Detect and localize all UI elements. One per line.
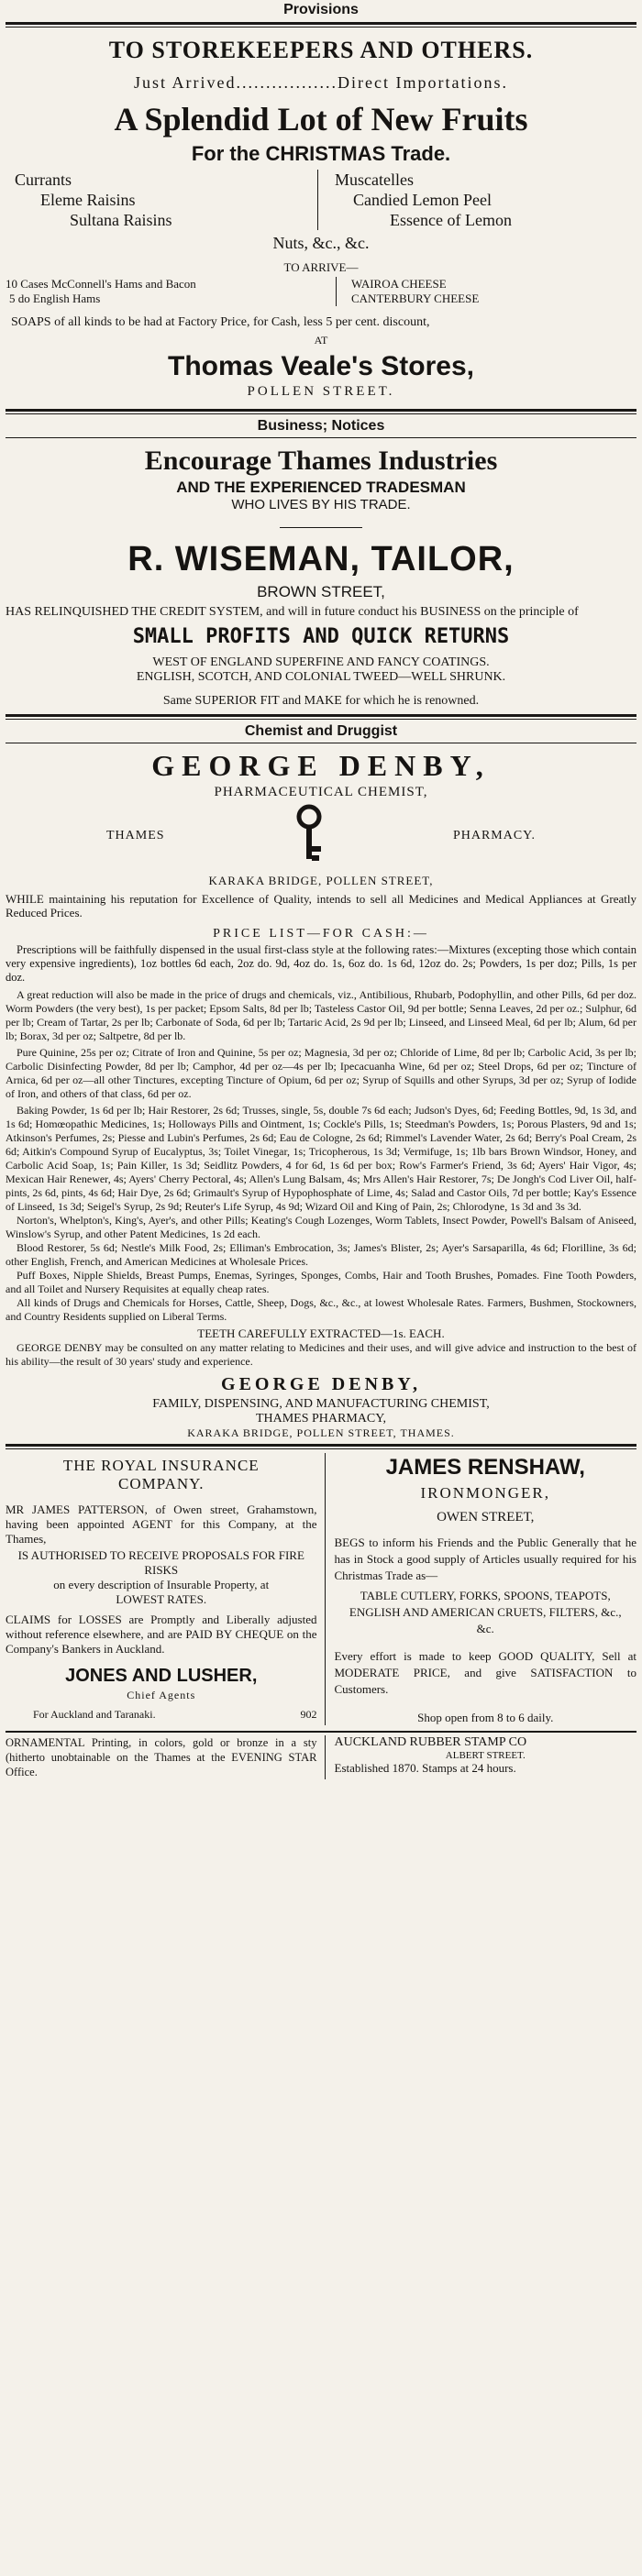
business-section: [6, 418, 636, 709]
teeth-line: TEETH CAREFULLY EXTRACTED—1s. EACH.: [197, 1327, 445, 1340]
thames-label: THAMES: [106, 829, 165, 842]
insurance-body: MR JAMES PATTERSON, of Owen street, Grahamstown, having been appointed AGENT for this Company, at the Thames,: [6, 1503, 317, 1546]
section-heading-chemist: Chemist and Druggist: [244, 723, 398, 739]
price-paragraph: All kinds of Drugs and Chemicals for Horses, Cattle, Sheep, Dogs, &c., &c., at lowest Wholesale Rates. Farmers, Bushmen, Stockowners, and Country Residents supplied on Liberal Terms.: [6, 1296, 636, 1323]
same-fit-line: Same SUPERIOR FIT and MAKE for which he is renowned.: [162, 694, 480, 708]
renshaw-quality: Every effort is made to keep GOOD QUALITY, Sell at MODERATE PRICE, and give SATISFACTION to Customers.: [334, 1649, 636, 1696]
at-line: AT: [314, 334, 328, 347]
renshaw-trade: IRONMONGER,: [420, 1484, 550, 1502]
list-item: Sultana Raisins: [70, 211, 172, 229]
chemist-thames-line: THAMES PHARMACY,: [255, 1412, 387, 1426]
two-column-ads: [6, 1453, 636, 1725]
renshaw-ad: [326, 1453, 637, 1725]
renshaw-items: TABLE CUTLERY, FORKS, SPOONS, TEAPOTS, ENGLISH AND AMERICAN CRUETS, FILTERS, &c., &c.: [349, 1589, 622, 1635]
insurance-proposals: IS AUTHORISED TO RECEIVE PROPOSALS FOR FIRE RISKS: [17, 1548, 304, 1577]
nuts-line: Nuts, &c., &c.: [272, 234, 370, 252]
insurance-ad: [6, 1453, 326, 1725]
list-item: Essence of Lemon: [390, 211, 512, 229]
printing-text: ORNAMENTAL Printing, in colors, gold or bronze in a sty (hitherto unobtainable on the Thames at the EVENING STAR Office.: [6, 1736, 317, 1778]
ad-subline: AND THE EXPERIENCED TRADESMAN: [176, 479, 466, 496]
divider: [6, 437, 636, 438]
price-paragraph: Blood Restorer, 5s 6d; Nestle's Milk Food, 2s; Elliman's Embrocation, 3s; James's Blister, 2s; Ayer's Sarsaparilla, 4s 6d; Florilline, 3s 6d; other English, French, and American Medicines at Wholesale Prices.: [6, 1241, 636, 1268]
stamp-street: ALBERT STREET.: [445, 1750, 526, 1761]
chemist-intro: WHILE maintaining his reputation for Excellence of Quality, intends to sell all Medicines and Medical Appliances at Greatly Reduced Prices.: [6, 892, 636, 919]
ad-subline: WHO LIVES BY HIS TRADE.: [231, 497, 411, 512]
list-item: Currants: [15, 171, 72, 189]
footer-ads: [6, 1735, 636, 1779]
provisions-section: [6, 2, 636, 400]
chemist-family-line: FAMILY, DISPENSING, AND MANUFACTURING CHEMIST,: [152, 1397, 490, 1411]
pharmacy-label: PHARMACY.: [452, 829, 536, 842]
renshaw-name: JAMES RENSHAW,: [385, 1455, 585, 1480]
divider: [6, 22, 636, 28]
divider: [6, 1444, 636, 1449]
ad-headline: Encourage Thames Industries: [144, 446, 498, 476]
list-item: 5 do English Hams: [9, 292, 101, 305]
list-item: Candied Lemon Peel: [353, 191, 492, 209]
chemist-address-footer: KARAKA BRIDGE, POLLEN STREET, THAMES.: [187, 1426, 455, 1439]
to-arrive: TO ARRIVE—: [283, 260, 359, 274]
insurance-property: on every description of Insurable Property, at: [53, 1578, 270, 1591]
list-item: WAIROA CHEESE: [351, 277, 447, 291]
soaps-line: SOAPS of all kinds to be had at Factory Price, for Cash, less 5 per cent. discount,: [11, 315, 430, 329]
agents-name: JONES AND LUSHER,: [65, 1666, 258, 1686]
stamp-established: Established 1870. Stamps at 24 hours.: [334, 1761, 516, 1775]
store-name: Thomas Veale's Stores,: [168, 351, 474, 381]
agents-region: For Auckland and Taranaki.: [33, 1708, 156, 1721]
chemist-name-footer: GEORGE DENBY,: [221, 1374, 421, 1394]
agents-chief: Chief Agents: [127, 1689, 196, 1701]
price-paragraph: Norton's, Whelpton's, King's, Ayer's, and other Pills; Keating's Cough Lozenges, Worm Tablets, Insect Powder, Powell's Balsam of Aniseed, Winslow's Syrup, and other Patent Medicines, 1s 2d each.: [6, 1214, 636, 1240]
arrive-list: [6, 277, 636, 306]
chemist-title: PHARMACEUTICAL CHEMIST,: [214, 785, 428, 799]
list-item: CANTERBURY CHEESE: [351, 292, 480, 305]
key-icon: [282, 804, 337, 868]
tailor-name: R. WISEMAN, TAILOR,: [127, 540, 515, 578]
price-paragraph: A great reduction will also be made in the price of drugs and chemicals, viz., Antibilious, Rhubarb, Podophyllin, and other Pills, 6d per doz. Worm Powders (the very best), 1s per packet; Epsom Salts, 8d per lb; Tasteless Castor Oil, 9d per bottle; Senna Leaves, 2d per oz.; Sulphur, 6d per lb; Cream of Tartar, 2s per lb; Carbonate of Soda, 6d per lb; Tartaric Acid, 2s 9d per lb; Linseed, and Linseed Meal, 6d per lb; Alum, 6d per lb; Borax, 3d per oz; Saltpetre, 8d per lb.: [6, 988, 636, 1042]
divider: [280, 527, 362, 528]
price-paragraph: Prescriptions will be faithfully dispensed in the usual first-class style at the following rates:—Mixtures (excepting those which contain very expensive ingredients), 1oz bottles 6d each, 2oz do. 9d, 4oz do. 1s, 6oz do. 1s 6d, 12oz do. 2s; Powders, 1s per doz; Pills, 1s per doz.: [6, 943, 636, 984]
list-item: 10 Cases McConnell's Hams and Bacon: [6, 277, 196, 291]
renshaw-street: OWEN STREET,: [437, 1510, 535, 1525]
divider: [6, 409, 636, 414]
fruit-list: [15, 170, 636, 230]
chemist-name: GEORGE DENBY,: [151, 749, 491, 782]
agents-footer: [6, 1708, 317, 1722]
section-heading-business: Business; Notices: [257, 418, 385, 434]
ad-subline: Just Arrived.................Direct Importations.: [134, 73, 508, 92]
ad-headline: TO STOREKEEPERS AND OTHERS.: [108, 37, 534, 63]
rubber-stamp-ad: [326, 1735, 637, 1779]
cloth-line: ENGLISH, SCOTCH, AND COLONIAL TWEED—WELL SHRUNK.: [136, 670, 506, 684]
printing-ad: [6, 1735, 326, 1779]
list-item: Eleme Raisins: [40, 191, 136, 209]
insurance-title: THE ROYAL INSURANCE COMPANY.: [62, 1457, 260, 1492]
insurance-claims: CLAIMS for LOSSES are Promptly and Liberally adjusted without reference elsewhere, and are PAID BY CHEQUE on the Company's Bankers in Auckland.: [6, 1613, 317, 1656]
small-profits: SMALL PROFITS AND QUICK RETURNS: [132, 625, 510, 648]
list-item: Muscatelles: [335, 171, 414, 189]
chemist-section: [6, 723, 636, 1440]
cloth-line: WEST OF ENGLAND SUPERFINE AND FANCY COATINGS.: [152, 655, 490, 669]
ad-christmas-line: For the CHRISTMAS Trade.: [191, 142, 451, 165]
price-paragraph: Puff Boxes, Nipple Shields, Breast Pumps, Enemas, Syringes, Sponges, Combs, Hair and Tooth Brushes, Pomades. Fine Tooth Powders, and all Toilet and Nursery Requisites at equally cheap rates.: [6, 1269, 636, 1295]
divider: [6, 714, 636, 720]
price-paragraph: Pure Quinine, 25s per oz; Citrate of Iron and Quinine, 5s per oz; Magnesia, 3d per oz; Chloride of Lime, 8d per lb; Carbolic Acid, 3s per lb; Carbolic Disinfecting Powder, 8d per lb; Camphor, 4d per oz—4s per lb; Ipecacuanha Wine, 6d per oz; Steel Drops, 6d per oz; Tincture of Arnica, 6d per oz—all other Tinctures, excepting Tincture of Opium, 6d per oz; Syrup of Squills and other Syrups, 3d per oz; Syrup of Iodide of Iron, and others of that class, 6d per oz.: [6, 1046, 636, 1100]
pharmacy-sign: [6, 804, 636, 868]
consult-text: GEORGE DENBY may be consulted on any matter relating to Medicines and their uses, and will give advice and instruction to the best of his ability—the result of 30 years' study and experience.: [6, 1341, 636, 1368]
ad-number: 902: [300, 1708, 317, 1721]
price-list-heading: PRICE LIST—FOR CASH:—: [213, 927, 429, 941]
tailor-body: HAS RELINQUISHED THE CREDIT SYSTEM, and will in future conduct his BUSINESS on the principle of: [6, 605, 579, 619]
insurance-lowest: LOWEST RATES.: [116, 1592, 207, 1606]
store-street: POLLEN STREET.: [247, 384, 395, 399]
ad-fruits-headline: A Splendid Lot of New Fruits: [114, 101, 528, 138]
divider: [6, 1731, 636, 1733]
renshaw-hours: Shop open from 8 to 6 daily.: [417, 1711, 554, 1724]
section-heading-provisions: Provisions: [283, 2, 359, 17]
chemist-address: KARAKA BRIDGE, POLLEN STREET,: [208, 874, 434, 887]
tailor-address: BROWN STREET,: [257, 583, 385, 600]
renshaw-body: BEGS to inform his Friends and the Public Generally that he has in Stock a good supply of Articles usually required for his Christmas Trade as—: [334, 1536, 636, 1582]
price-paragraph: Baking Powder, 1s 6d per lb; Hair Restorer, 2s 6d; Trusses, single, 5s, double 7s 6d each; Judson's Dyes, 6d; Feeding Bottles, 9d, 1s 3d, and 1s 6d; Homœopathic Medicines, 1s; Holloways Pills and Ointment, 1s; Cockle's Pills, 1s; Steedman's Powders, 1s; Porous Plasters, 9d and 1s; Atkinson's Perfumes, 2s; Piesse and Lubin's Perfumes, 2s 6d; Eau de Cologne, 2s 6d; Rimmel's Lavender Water, 2s 6d; Berry's Poal Cream, 2s 6d; Aitkin's Compound Syrup of Eucalyptus, 3s; Toilet Vinegar, 1s; Tricopherous, 1s 3d; Vermifuge, 1s; 1lb bars Brown Windsor, Honey, and Carbolic Acid Soap, 1s; Pain Killer, 1s 3d; Seidlitz Powders, 4 for 6d, 1s 6d per box; Row's Farmer's Friend, 3s 6d; Ayers' Hair Vigor, 4s; Mexican Hair Renewer, 4s; Ayers' Cherry Pectoral, 4s; Allen's Lung Balsam, 4s; Mrs Allen's Hair Restorer, 7s; De Jongh's Cod Liver Oil, half-pints, 2s 6d, pints, 4s 6d; Hair Dye, 2s 6d; Grimault's Syrup of Hypophosphate of Lime, 4s; Salad and Castor Oils, 7d per bottle; Kay's Essence of Linseed, 1s 3d; Seigel's Syrup, 2s 9d; Reuter's Life Syrup, 4s 9d; Wizard Oil and King of Pain, 2s; Chlorodyne, 1s 3d and 3s 3d.: [6, 1104, 636, 1213]
stamp-company: AUCKLAND RUBBER STAMP CO: [334, 1735, 527, 1749]
